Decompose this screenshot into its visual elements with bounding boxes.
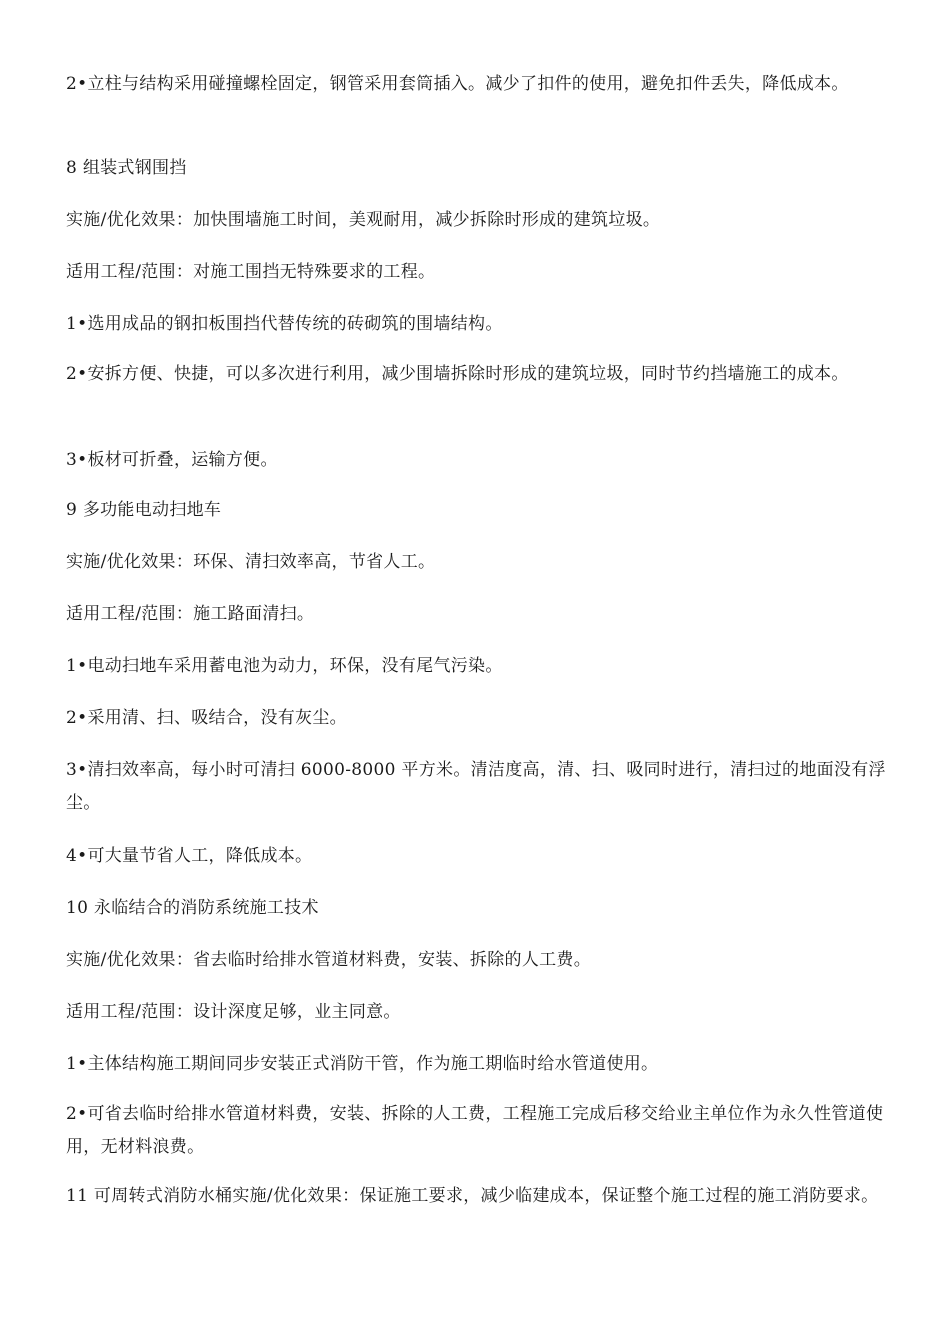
paragraph-9-item-3: 3•清扫效率高，每小时可清扫 6000-8000 平方米。清洁度高，清、扫、吸同时进行，清扫过的地面没有浮尘。 [66, 760, 886, 813]
paragraph-effect-10: 实施/优化效果：省去临时给排水管道材料费，安装、拆除的人工费。 [66, 950, 592, 970]
paragraph-effect-8: 实施/优化效果：加快围墙施工时间，美观耐用，减少拆除时形成的建筑垃圾。 [66, 210, 661, 230]
paragraph-fire-bucket: 11 可周转式消防水桶实施/优化效果：保证施工要求，减少临建成本，保证整个施工过程的施工消防要求。 [66, 1186, 879, 1206]
paragraph-scope-8: 适用工程/范围：对施工围挡无特殊要求的工程。 [66, 262, 436, 282]
paragraph-8-item-3: 3•板材可折叠，运输方便。 [66, 450, 278, 470]
paragraph-10-item-1: 1•主体结构施工期间同步安装正式消防干管，作为施工期临时给水管道使用。 [66, 1054, 659, 1074]
paragraph-8-item-2: 2•安拆方便、快捷，可以多次进行利用，减少围墙拆除时形成的建筑垃圾，同时节约挡墙施工的成本。 [66, 364, 849, 384]
paragraph-9-item-2: 2•采用清、扫、吸结合，没有灰尘。 [66, 708, 347, 728]
paragraph-bolt-fixing: 2•立柱与结构采用碰撞螺栓固定，钢管采用套筒插入。减少了扣件的使用，避免扣件丢失，降低成本。 [66, 74, 849, 94]
heading-fire-system: 10 永临结合的消防系统施工技术 [66, 898, 319, 918]
heading-sweeper: 9 多功能电动扫地车 [66, 500, 222, 520]
paragraph-scope-10: 适用工程/范围：设计深度足够，业主同意。 [66, 1002, 401, 1022]
paragraph-9-item-1: 1•电动扫地车采用蓄电池为动力，环保，没有尾气污染。 [66, 656, 503, 676]
paragraph-9-item-4: 4•可大量节省人工，降低成本。 [66, 846, 313, 866]
paragraph-effect-9: 实施/优化效果：环保、清扫效率高，节省人工。 [66, 552, 436, 572]
paragraph-10-item-2: 2•可省去临时给排水管道材料费，安装、拆除的人工费，工程施工完成后移交给业主单位作为永久性管道使用，无材料浪费。 [66, 1104, 884, 1157]
heading-steel-hoarding: 8 组装式钢围挡 [66, 158, 187, 178]
paragraph-8-item-1: 1•选用成品的钢扣板围挡代替传统的砖砌筑的围墙结构。 [66, 314, 503, 334]
paragraph-scope-9: 适用工程/范围：施工路面清扫。 [66, 604, 315, 624]
